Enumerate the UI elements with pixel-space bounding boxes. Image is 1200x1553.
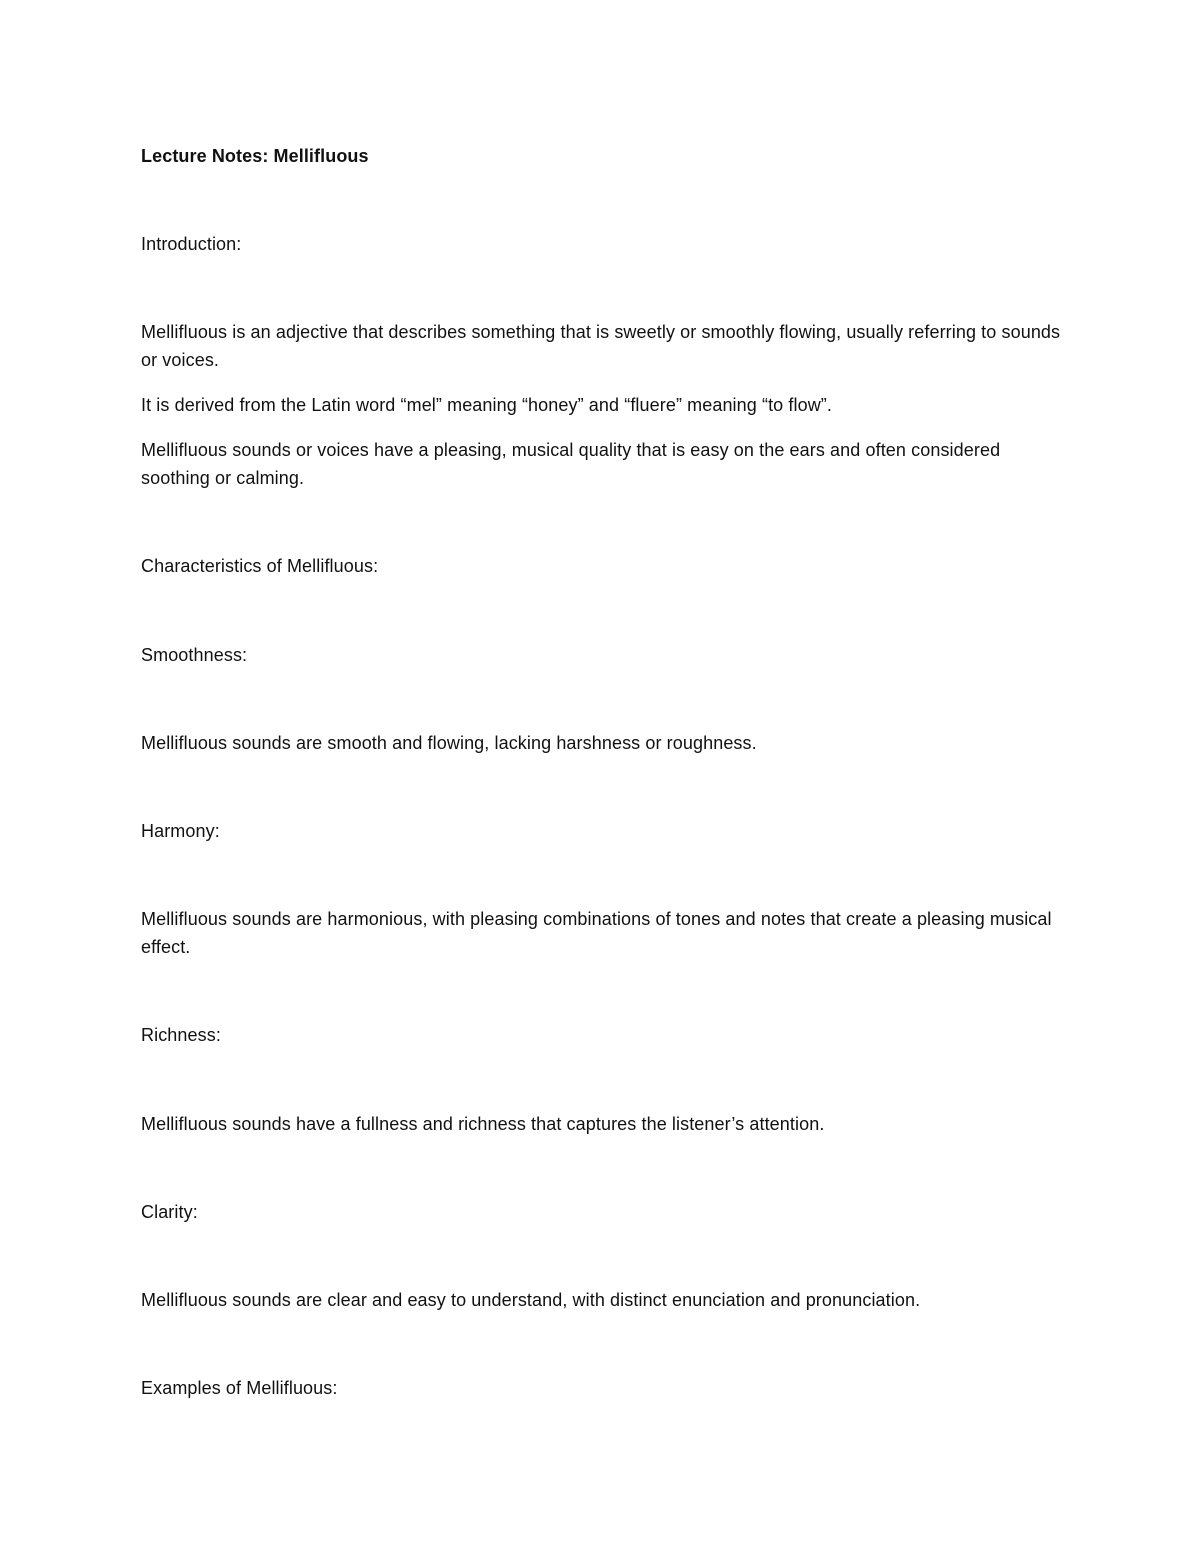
harmony-heading: Harmony: — [141, 821, 220, 841]
harmony-text: Mellifluous sounds are harmonious, with pleasing combinations of tones and notes that create a pleasing musical effect. — [141, 909, 1052, 957]
characteristics-heading: Characteristics of Mellifluous: — [141, 556, 379, 576]
clarity-text: Mellifluous sounds are clear and easy to understand, with distinct enunciation and pronunciation. — [141, 1290, 921, 1310]
intro-paragraph-2: It is derived from the Latin word “mel” meaning “honey” and “fluere” meaning “to flow”. — [141, 395, 832, 415]
clarity-heading: Clarity: — [141, 1202, 198, 1222]
intro-paragraph-3: Mellifluous sounds or voices have a pleasing, musical quality that is easy on the ears and often considered soothing or calming. — [141, 440, 1001, 488]
intro-heading: Introduction: — [141, 234, 242, 254]
smoothness-heading: Smoothness: — [141, 645, 248, 665]
examples-heading: Examples of Mellifluous: — [141, 1378, 338, 1398]
document-title: Lecture Notes: Mellifluous — [141, 146, 369, 166]
intro-paragraph-1: Mellifluous is an adjective that describes something that is sweetly or smoothly flowing, usually referring to sounds or voices. — [141, 322, 1061, 370]
smoothness-text: Mellifluous sounds are smooth and flowing, lacking harshness or roughness. — [141, 733, 757, 753]
richness-text: Mellifluous sounds have a fullness and richness that captures the listener’s attention. — [141, 1114, 825, 1134]
richness-heading: Richness: — [141, 1025, 221, 1045]
